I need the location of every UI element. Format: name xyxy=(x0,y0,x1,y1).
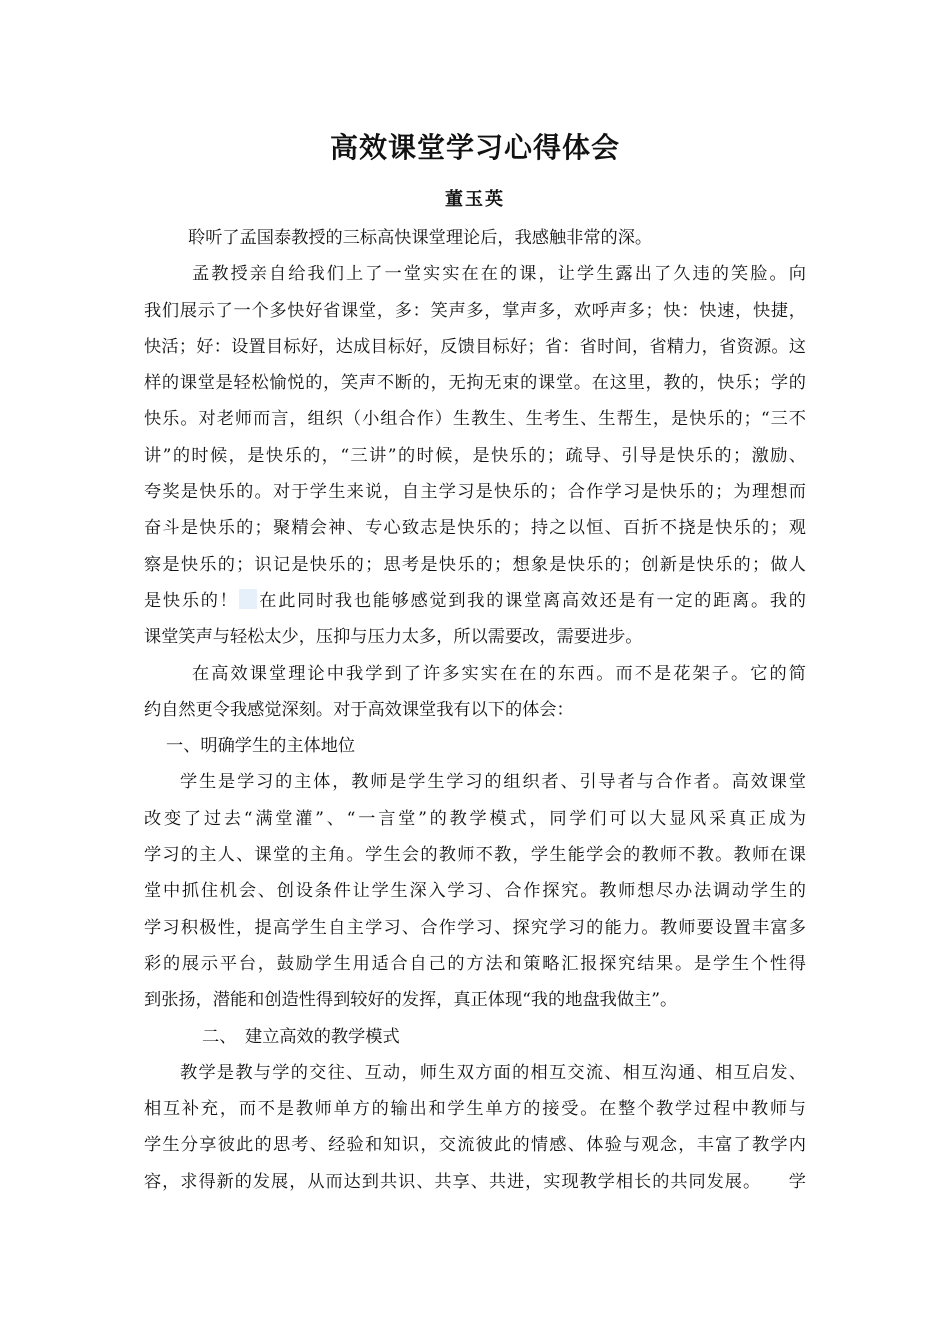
text-line-content: 奋斗是快乐的；聚精会神、专心致志是快乐的；持之以恒、百折不挠是快乐的；观 xyxy=(144,518,806,539)
text-line-content: 学生分享彼此的思考、经验和知识，交流彼此的情感、体验与观念，丰富了教学内 xyxy=(144,1135,806,1156)
text-line-content: 二、 建立高效的教学模式 xyxy=(202,1026,400,1047)
text-line xyxy=(144,1055,806,1091)
text-line-content: 在高效课堂理论中我学到了许多实实在在的东西。而不是花架子。它的简 xyxy=(192,663,806,684)
text-selection-highlight xyxy=(239,589,257,609)
text-line-prefix: 是快乐的！ xyxy=(144,590,239,611)
text-line xyxy=(144,982,806,1018)
text-line xyxy=(144,801,806,837)
text-line xyxy=(144,256,806,292)
text-line xyxy=(144,438,806,474)
text-line xyxy=(144,910,806,946)
text-line-content: 孟教授亲自给我们上了一堂实实在在的课，让学生露出了久违的笑脸。向 xyxy=(192,264,806,285)
text-line-content: 到张扬，潜能和创造性得到较好的发挥，真正体现“我的地盘我做主”。 xyxy=(144,990,678,1011)
text-line-content: 察是快乐的；识记是快乐的；思考是快乐的；想象是快乐的；创新是快乐的；做人 xyxy=(144,554,806,575)
text-line xyxy=(144,547,806,583)
text-line xyxy=(144,656,806,692)
text-line xyxy=(144,329,806,365)
text-line-content: 在此同时我也能够感觉到我的课堂离高效还是有一定的距离。我的 xyxy=(257,590,806,611)
text-line-content: 彩的展示平台，鼓励学生用适合自己的方法和策略汇报探究结果。是学生个性得 xyxy=(144,953,806,974)
text-line-content: 学习积极性，提高学生自主学习、合作学习、探究学习的能力。教师要设置丰富多 xyxy=(144,917,806,938)
text-line-content: 容，求得新的发展，从而达到共识、共享、共进，实现教学相长的共同发展。 学 xyxy=(144,1171,806,1192)
text-line xyxy=(144,583,806,619)
text-line-content: 聆听了孟国泰教授的三标高快课堂理论后，我感触非常的深。 xyxy=(188,228,653,248)
text-line xyxy=(144,510,806,546)
text-line-content: 改变了过去“满堂灌”、“一言堂”的教学模式，同学们可以大显风采真正成为 xyxy=(144,808,806,829)
text-line-content: 我们展示了一个多快好省课堂，多：笑声多，掌声多，欢呼声多；快：快速，快捷， xyxy=(144,300,806,321)
document-title: 高效课堂学习心得体会 xyxy=(329,131,620,164)
text-line xyxy=(144,1127,806,1163)
document-author: 董玉英 xyxy=(445,189,505,210)
text-line xyxy=(144,619,806,655)
text-line-content: 快活；好：设置目标好，达成目标好，反馈目标好；省：省时间，省精力，省资源。这 xyxy=(144,336,806,357)
text-line xyxy=(144,837,806,873)
text-line xyxy=(144,1091,806,1127)
text-line xyxy=(144,1019,806,1055)
text-line xyxy=(144,1164,806,1200)
text-line xyxy=(144,692,806,728)
text-line xyxy=(144,293,806,329)
text-line-content: 一、明确学生的主体地位 xyxy=(166,736,356,757)
text-line xyxy=(144,401,806,437)
text-line-content: 学生是学习的主体，教师是学生学习的组织者、引导者与合作者。高效课堂 xyxy=(180,772,806,793)
text-line-content: 样的课堂是轻松愉悦的，笑声不断的，无拘无束的课堂。在这里，教的，快乐；学的 xyxy=(144,373,806,394)
text-line-content: 讲”的时候，是快乐的，“三讲”的时候，是快乐的；疏导、引导是快乐的；激励、 xyxy=(144,445,806,466)
text-line xyxy=(144,764,806,800)
text-line-content: 夸奖是快乐的。对于学生来说，自主学习是快乐的；合作学习是快乐的；为理想而 xyxy=(144,482,806,503)
text-line-content: 约自然更令我感觉深刻。对于高效课堂我有以下的体会： xyxy=(144,699,574,720)
text-line xyxy=(144,946,806,982)
text-line-content: 相互补充，而不是教师单方的输出和学生单方的接受。在整个教学过程中教师与 xyxy=(144,1099,806,1120)
text-line-content: 教学是教与学的交往、互动，师生双方面的相互交流、相互沟通、相互启发、 xyxy=(180,1062,806,1083)
text-line-content: 快乐。对老师而言，组织（小组合作）生教生、生考生、生帮生，是快乐的；“三不 xyxy=(144,409,806,430)
text-line-content: 课堂笑声与轻松太少，压抑与压力太多，所以需要改，需要进步。 xyxy=(144,627,643,648)
text-line xyxy=(144,365,806,401)
text-line xyxy=(144,873,806,909)
text-line xyxy=(144,728,806,764)
document-body xyxy=(144,220,806,1200)
text-line-content: 堂中抓住机会、创设条件让学生深入学习、合作探究。教师想尽办法调动学生的 xyxy=(144,881,806,902)
text-line xyxy=(144,474,806,510)
text-line xyxy=(144,220,806,256)
text-line-content: 学习的主人、课堂的主角。学生会的教师不教，学生能学会的教师不教。教师在课 xyxy=(144,845,806,866)
